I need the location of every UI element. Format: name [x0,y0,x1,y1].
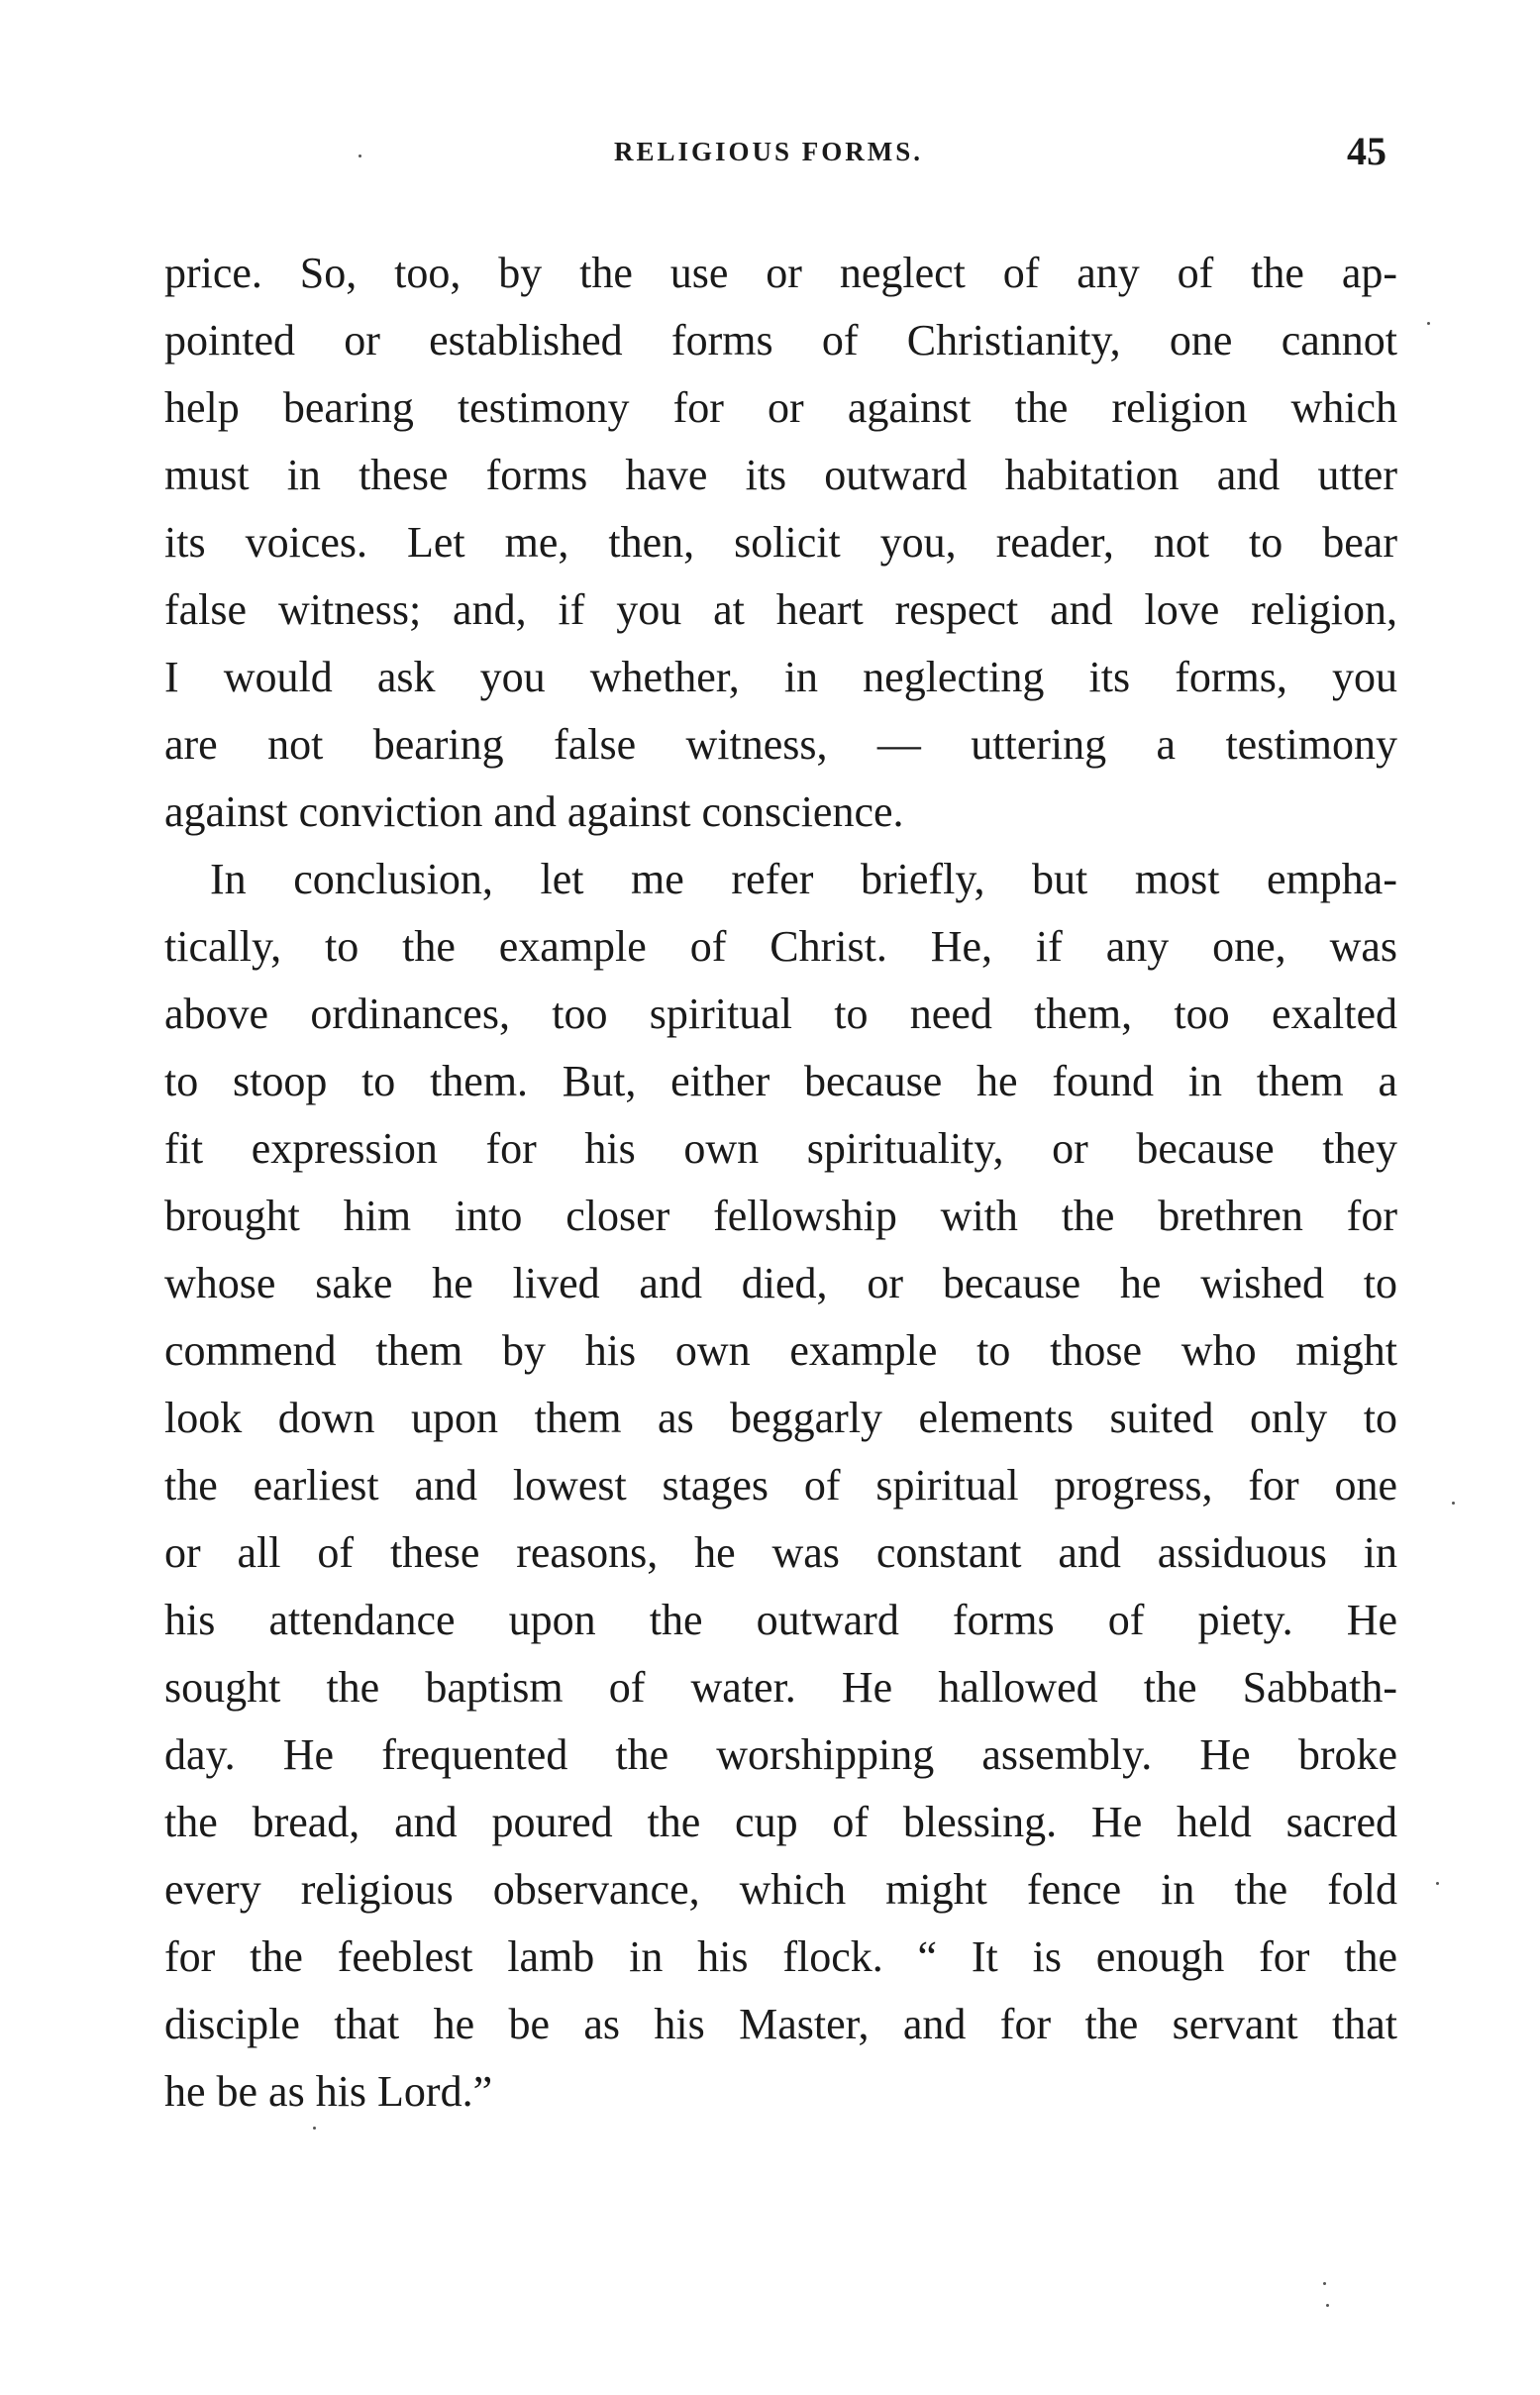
scan-speck [1452,1502,1455,1505]
scan-speck [1436,1882,1439,1885]
text-line: disciple that he be as his Master, and for the servant that [164,2000,1397,2048]
text-line: sought the baptism of water. He hallowed the Sabbath- [164,1663,1397,1712]
scan-speck [1323,2282,1326,2285]
text-line: against conviction and against conscience. [164,787,904,836]
text-line: day. He frequented the worshipping assembly. He broke [164,1730,1397,1779]
text-line: above ordinances, too spiritual to need them, too exalted [164,989,1397,1038]
text-line: his attendance upon the outward forms of piety. He [164,1596,1397,1644]
scan-speck [313,2127,316,2130]
running-head [0,127,1540,176]
text-line: must in these forms have its outward habitation and utter [164,451,1397,499]
text-line: he be as his Lord.” [164,2067,493,2116]
scan-speck [359,155,361,157]
scan-speck [1326,2304,1329,2307]
running-title: RELIGIOUS FORMS. [614,137,924,166]
text-line: are not bearing false witness, — uttering a testimony [164,720,1397,769]
text-line: its voices. Let me, then, solicit you, reader, not to bear [164,518,1397,567]
text-line: help bearing testimony for or against the religion which [164,383,1397,432]
text-line: or all of these reasons, he was constant and assiduous in [164,1528,1397,1577]
text-line: fit expression for his own spirituality, or because they [164,1124,1397,1173]
text-line: price. So, too, by the use or neglect of any of the ap- [164,249,1397,297]
text-line: I would ask you whether, in neglecting its forms, you [164,653,1397,701]
text-line: In conclusion, let me refer briefly, but most empha- [210,855,1397,903]
text-line: brought him into closer fellowship with the brethren for [164,1192,1397,1240]
text-line: the earliest and lowest stages of spiritual progress, for one [164,1461,1397,1510]
paragraph-1 [164,240,1397,846]
text-line: pointed or established forms of Christianity, one cannot [164,316,1397,364]
text-line: false witness; and, if you at heart respect and love religion, [164,585,1397,634]
paragraph-2 [164,846,1397,2126]
page-number: 45 [1347,129,1386,173]
scan-speck [1427,322,1430,325]
text-line: to stoop to them. But, either because he found in them a [164,1057,1397,1105]
text-line: whose sake he lived and died, or because he wished to [164,1259,1397,1307]
text-line: commend them by his own example to those who might [164,1326,1397,1375]
text-line: the bread, and poured the cup of blessing. He held sacred [164,1798,1397,1846]
body-text [164,240,1397,2126]
text-line: every religious observance, which might fence in the fold [164,1865,1397,1914]
text-line: look down upon them as beggarly elements suited only to [164,1394,1397,1442]
text-line: tically, to the example of Christ. He, if any one, was [164,922,1397,971]
text-line: for the feeblest lamb in his flock. “ It is enough for the [164,1932,1397,1981]
